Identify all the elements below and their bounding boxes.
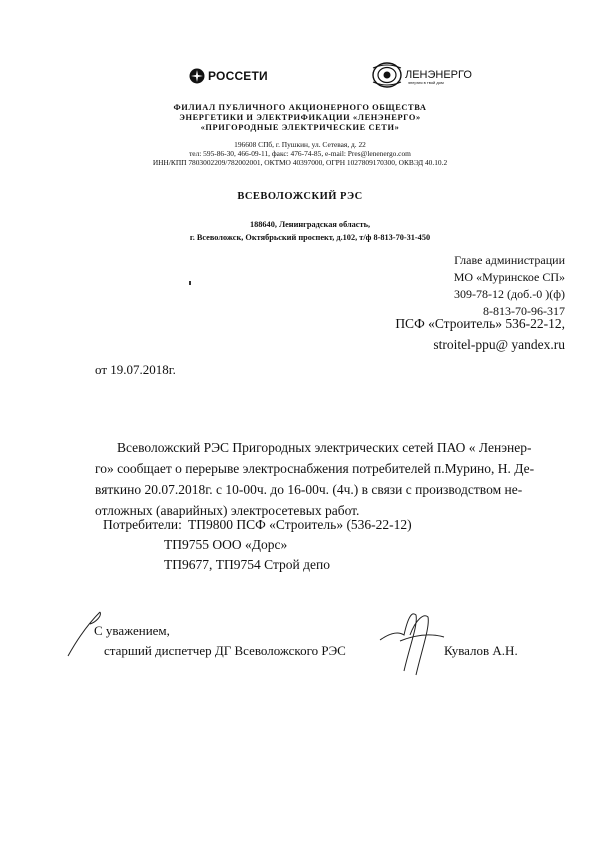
recipient-line: 309-78-12 (доб.-0 )(ф) [454,287,565,301]
recipient-email: stroitel-ppu@ yandex.ru [433,337,565,352]
body-line: Всеволожский РЭС Пригородных электрических сетей ПАО « Ленэнер- [117,440,532,455]
initial-flourish [60,608,110,668]
consumers-label: Потребители: [103,517,182,532]
org-name-line-2: ЭНЕРГЕТИКИ И ЭЛЕКТРИФИКАЦИИ «ЛЕНЭНЕРГО» [179,113,421,122]
letter-body [95,437,555,521]
res-address-line-2: г. Всеволожск, Октябрьский проспект, д.102, т/ф 8-813-70-31-450 [189,233,431,242]
org-registration: ИНН/КПП 7803002209/782002001, ОКТМО 40397000, ОГРН 1027809170300, ОКВЭД 40.10.2 [152,158,448,167]
signature-greeting: С уважением, [94,623,170,638]
recipient-line: Главе администрации [454,253,565,267]
handwritten-signature [370,605,450,680]
signature-name: Кувалов А.Н. [444,643,518,658]
recipient-line: 8-813-70-96-317 [483,304,565,318]
res-address-line-1: 188640, Ленинградская область, [249,220,371,229]
org-contacts: тел: 595-86-30, 466-09-11, факс: 476-74-85, e-mail: Pres@lenenergo.com [189,149,411,158]
recipient-block [454,252,565,320]
rosseti-logo-text: РОССЕТИ [208,69,268,83]
recipient-line: ПСФ «Строитель» 536-22-12, [395,316,565,331]
body-line: отложных (аварийных) электросетевых работ. [95,503,360,518]
rosseti-logo [189,68,268,84]
lenenergo-emblem-icon [370,60,404,90]
res-title: ВСЕВОЛОЖСКИЙ РЭС [237,191,363,202]
org-address: 196608 СПб, г. Пушкин, ул. Сетевая, д. 22 [234,140,366,149]
body-line: го» сообщает о перерыве электроснабжения потребителей п.Мурино, Н. Де- [95,461,535,476]
lenenergo-logo-text: ЛЕНЭНЕРГО [405,69,472,81]
recipient-block-2 [395,313,565,355]
rosseti-emblem-icon [189,68,205,84]
stray-mark [189,281,191,285]
lenenergo-tagline: энергия в твой дом [408,80,444,85]
body-line: вяткино 20.07.2018г. с 10-00ч. до 16-00ч. (4ч.) в связи с производством не- [95,482,523,497]
consumer-item: ТП9755 ООО «Дорс» [164,537,288,552]
letter-date: от 19.07.2018г. [95,362,176,377]
org-name-line-3: «ПРИГОРОДНЫЕ ЭЛЕКТРИЧЕСКИЕ СЕТИ» [200,123,400,132]
lenenergo-logo [370,60,472,90]
recipient-line: МО «Муринское СП» [453,270,565,284]
consumer-item: ТП9677, ТП9754 Строй депо [164,557,330,572]
org-name-line-1: ФИЛИАЛ ПУБЛИЧНОГО АКЦИОНЕРНОГО ОБЩЕСТВА [173,103,427,112]
signature-position: старший диспетчер ДГ Всеволожского РЭС [104,643,346,658]
consumer-item: ТП9800 ПСФ «Строитель» (536-22-12) [188,517,412,532]
